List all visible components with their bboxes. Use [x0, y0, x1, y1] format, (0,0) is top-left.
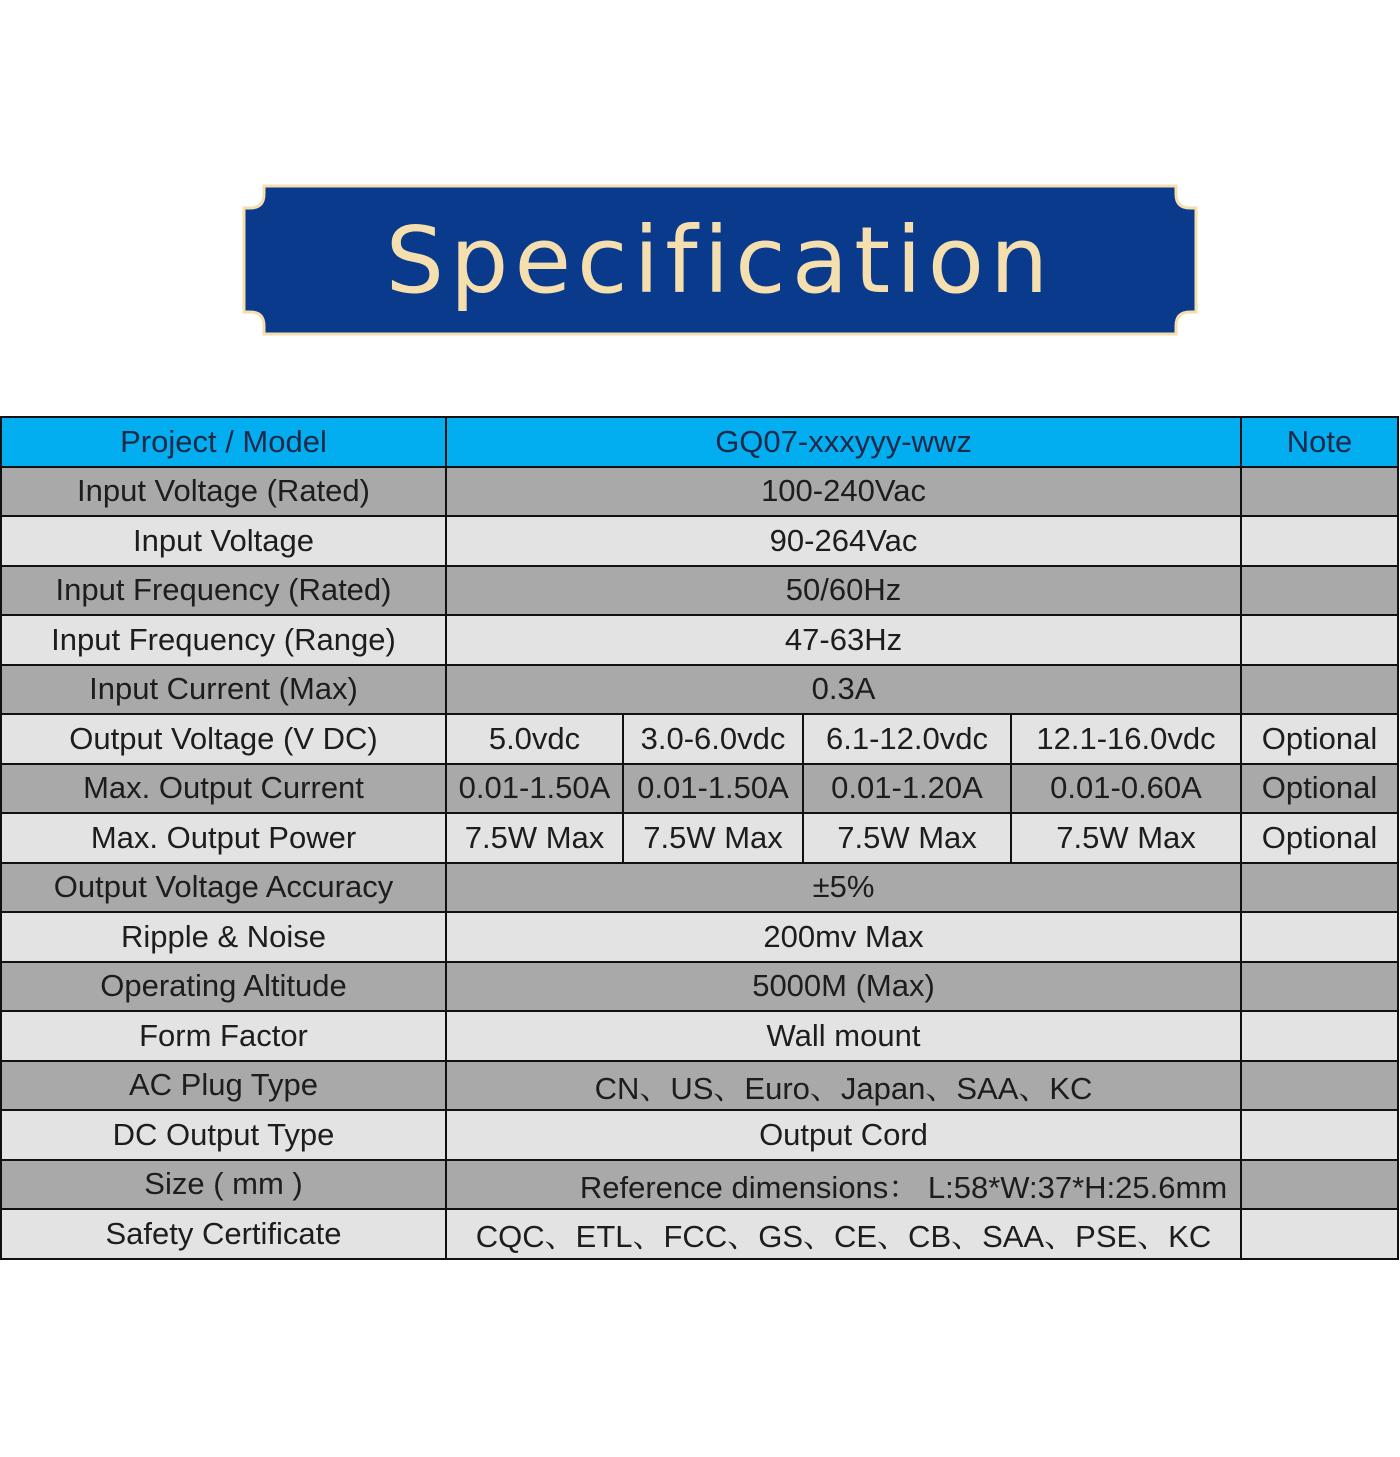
row-value: 90-264Vac: [446, 516, 1241, 566]
table-row: [1, 615, 1398, 665]
row-value-option-4: 0.01-0.60A: [1011, 764, 1241, 814]
row-value: 0.3A: [446, 665, 1241, 715]
row-value: Wall mount: [446, 1011, 1241, 1061]
row-note: Optional: [1241, 813, 1398, 863]
row-label: Output Voltage Accuracy: [1, 863, 446, 913]
header-project-model: Project / Model: [1, 417, 446, 467]
row-note: Optional: [1241, 714, 1398, 764]
row-note: [1241, 467, 1398, 517]
row-value: CN、US、Euro、Japan、SAA、KC: [446, 1061, 1241, 1111]
row-value-option-3: 0.01-1.20A: [803, 764, 1011, 814]
row-value-option-1: 5.0vdc: [446, 714, 623, 764]
table-row: [1, 1209, 1398, 1259]
row-value-option-2: 7.5W Max: [623, 813, 803, 863]
row-label: Max. Output Current: [1, 764, 446, 814]
row-value: 47-63Hz: [446, 615, 1241, 665]
row-label: Input Voltage: [1, 516, 446, 566]
row-value: ±5%: [446, 863, 1241, 913]
row-note: [1241, 863, 1398, 913]
row-note: Optional: [1241, 764, 1398, 814]
row-note: [1241, 962, 1398, 1012]
row-value: 50/60Hz: [446, 566, 1241, 616]
header-note: Note: [1241, 417, 1398, 467]
row-value-option-1: 7.5W Max: [446, 813, 623, 863]
row-note: [1241, 516, 1398, 566]
row-value: CQC、ETL、FCC、GS、CE、CB、SAA、PSE、KC: [446, 1209, 1241, 1259]
table-row: [1, 962, 1398, 1012]
row-note: [1241, 912, 1398, 962]
row-label: Output Voltage (V DC): [1, 714, 446, 764]
table-row: [1, 863, 1398, 913]
row-note: [1241, 1061, 1398, 1111]
table-row: [1, 467, 1398, 517]
row-label: Input Frequency (Range): [1, 615, 446, 665]
table-row: [1, 764, 1398, 814]
row-label: Ripple & Noise: [1, 912, 446, 962]
row-note: [1241, 1209, 1398, 1259]
table-row: [1, 912, 1398, 962]
row-value-option-4: 12.1-16.0vdc: [1011, 714, 1241, 764]
row-label: Size ( mm ): [1, 1160, 446, 1210]
table-row: [1, 714, 1398, 764]
table-row: [1, 1011, 1398, 1061]
specification-banner: [242, 184, 1198, 336]
table-row: [1, 1061, 1398, 1111]
row-label: Form Factor: [1, 1011, 446, 1061]
row-label: AC Plug Type: [1, 1061, 446, 1111]
row-value-option-4: 7.5W Max: [1011, 813, 1241, 863]
header-model-number: GQ07-xxxyyy-wwz: [446, 417, 1241, 467]
row-value-option-2: 0.01-1.50A: [623, 764, 803, 814]
row-value: 100-240Vac: [446, 467, 1241, 517]
table-row: [1, 665, 1398, 715]
table-row: [1, 1110, 1398, 1160]
row-label: Safety Certificate: [1, 1209, 446, 1259]
row-value-option-1: 0.01-1.50A: [446, 764, 623, 814]
table-row: [1, 1160, 1398, 1210]
row-note: [1241, 566, 1398, 616]
row-note: [1241, 1011, 1398, 1061]
row-note: [1241, 615, 1398, 665]
row-value: 5000M (Max): [446, 962, 1241, 1012]
row-label: Operating Altitude: [1, 962, 446, 1012]
row-note: [1241, 1160, 1398, 1210]
row-value-option-3: 6.1-12.0vdc: [803, 714, 1011, 764]
banner-title: Specification: [385, 206, 1055, 314]
row-label: DC Output Type: [1, 1110, 446, 1160]
row-value-option-2: 3.0-6.0vdc: [623, 714, 803, 764]
row-label: Input Current (Max): [1, 665, 446, 715]
spec-table: [0, 416, 1399, 1260]
table-row: [1, 813, 1398, 863]
row-value: 200mv Max: [446, 912, 1241, 962]
table-row: [1, 516, 1398, 566]
table-row: [1, 566, 1398, 616]
row-value: Output Cord: [446, 1110, 1241, 1160]
row-label: Max. Output Power: [1, 813, 446, 863]
row-value-option-3: 7.5W Max: [803, 813, 1011, 863]
row-note: [1241, 1110, 1398, 1160]
row-label: Input Frequency (Rated): [1, 566, 446, 616]
row-note: [1241, 665, 1398, 715]
row-value: Reference dimensions： L:58*W:37*H:25.6mm: [446, 1160, 1241, 1210]
row-label: Input Voltage (Rated): [1, 467, 446, 517]
table-header-row: [1, 417, 1398, 467]
